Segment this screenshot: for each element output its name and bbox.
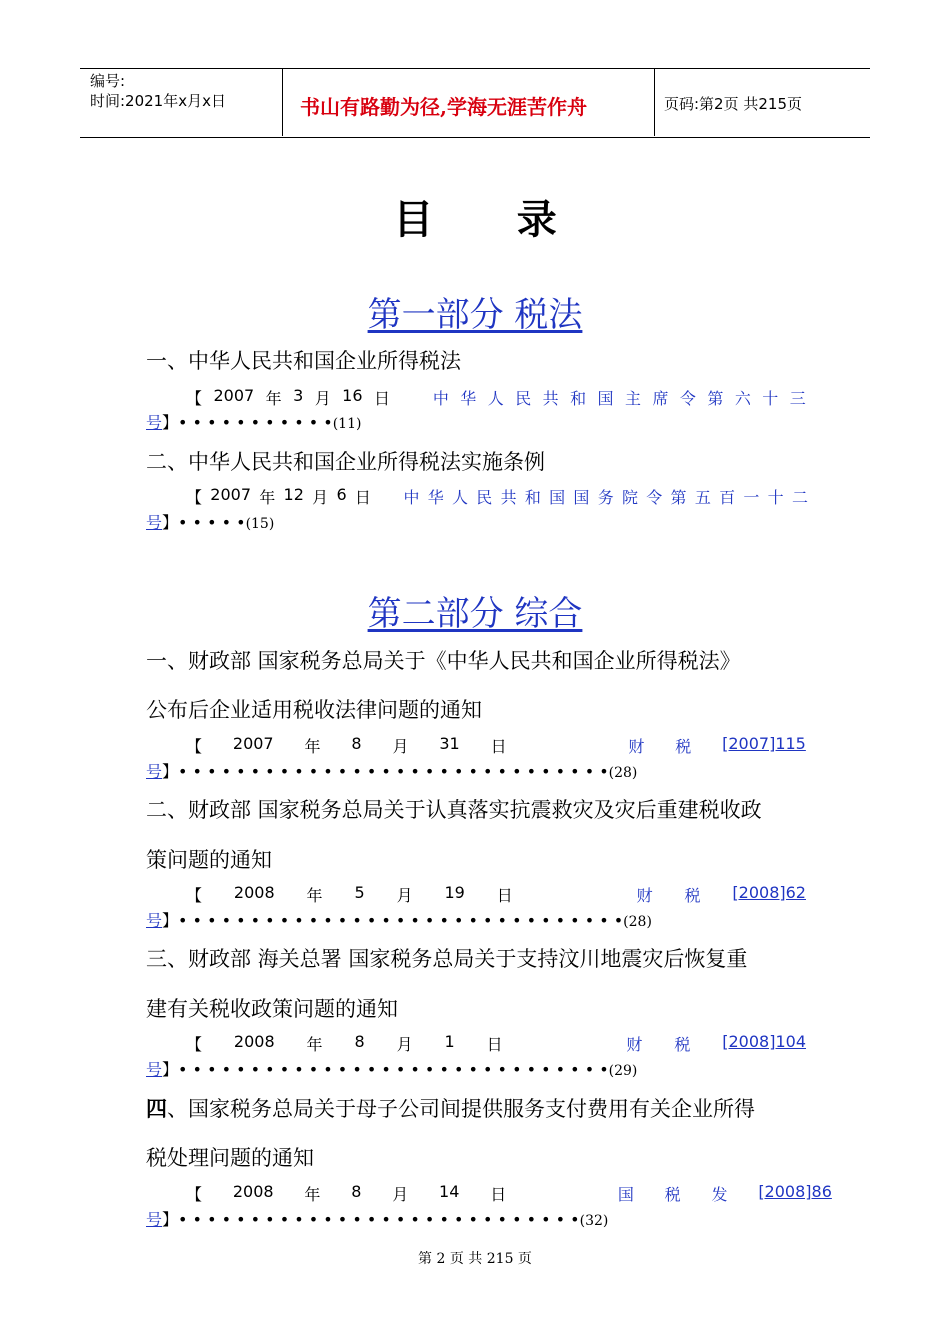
toc-item-ref[interactable]: 号】• • • • • • • • • • •(11) <box>146 413 362 432</box>
toc-item-title-cont: 建有关税收政策问题的通知 <box>146 997 398 1021</box>
header-divider <box>654 68 655 136</box>
toc-item-meta: 【 2008 年 5 月 19 日 财 税 [2008]62 <box>186 883 806 905</box>
toc-item-ref[interactable]: 号】• • • • • • • • • • • • • • • • • • • • • • • • • • • • • • •(28) <box>146 911 652 930</box>
toc-item-meta: 【 2007 年 8 月 31 日 财 税 [2007]115 <box>186 734 806 756</box>
footer-page-number: 第 2 页 共 215 页 <box>418 1251 532 1267</box>
page-title: 目 录 <box>393 196 557 243</box>
toc-item-title: 二、财政部 国家税务总局关于认真落实抗震救灾及灾后重建税收政 <box>146 798 762 822</box>
toc-item-meta: 【 2008 年 8 月 1 日 财 税 [2008]104 <box>186 1032 806 1054</box>
toc-item-ref[interactable]: 号】• • • • •(15) <box>146 513 275 532</box>
part2-heading[interactable]: 第二部分 综合 <box>367 594 583 634</box>
toc-item-title: 一、财政部 国家税务总局关于《中华人民共和国企业所得税法》 <box>146 649 741 673</box>
toc-item-title: 二、中华人民共和国企业所得税法实施条例 <box>146 450 545 474</box>
toc-item-title: 一、中华人民共和国企业所得税法 <box>146 349 461 373</box>
toc-item-title-cont: 策问题的通知 <box>146 848 272 872</box>
toc-item-title: 四、国家税务总局关于母子公司间提供服务支付费用有关企业所得 <box>146 1096 755 1121</box>
header-motto: 书山有路勤为径,学海无涯苦作舟 <box>300 95 587 119</box>
toc-item-meta: 【 2007 年 12 月 6 日 中 华 人 民 共 和 国 国 务 院 令 第 五 百 一 十 二 <box>186 485 808 507</box>
toc-item-ref[interactable]: 号】• • • • • • • • • • • • • • • • • • • • • • • • • • • •(32) <box>146 1210 609 1229</box>
header-page-label: 页码:第2页 共215页 <box>664 95 802 113</box>
toc-item-title-cont: 公布后企业适用税收法律问题的通知 <box>146 698 482 722</box>
toc-item-title-cont: 税处理问题的通知 <box>146 1146 314 1170</box>
toc-item-meta: 【 2007 年 3 月 16 日 中 华 人 民 共 和 国 主 席 令 第 六 十 三 <box>186 386 806 408</box>
header-number-label: 编号: <box>90 72 126 90</box>
toc-item-ref[interactable]: 号】• • • • • • • • • • • • • • • • • • • • • • • • • • • • • •(28) <box>146 762 638 781</box>
part1-heading[interactable]: 第一部分 税法 <box>367 295 583 335</box>
header-divider <box>282 68 283 136</box>
toc-item-title: 三、财政部 海关总署 国家税务总局关于支持汶川地震灾后恢复重 <box>146 947 748 971</box>
toc-item-meta: 【 2008 年 8 月 14 日 国 税 发 [2008]86 <box>186 1182 832 1204</box>
header-time-label: 时间:2021年x月x日 <box>90 92 226 110</box>
toc-item-ref[interactable]: 号】• • • • • • • • • • • • • • • • • • • • • • • • • • • • • •(29) <box>146 1060 638 1079</box>
